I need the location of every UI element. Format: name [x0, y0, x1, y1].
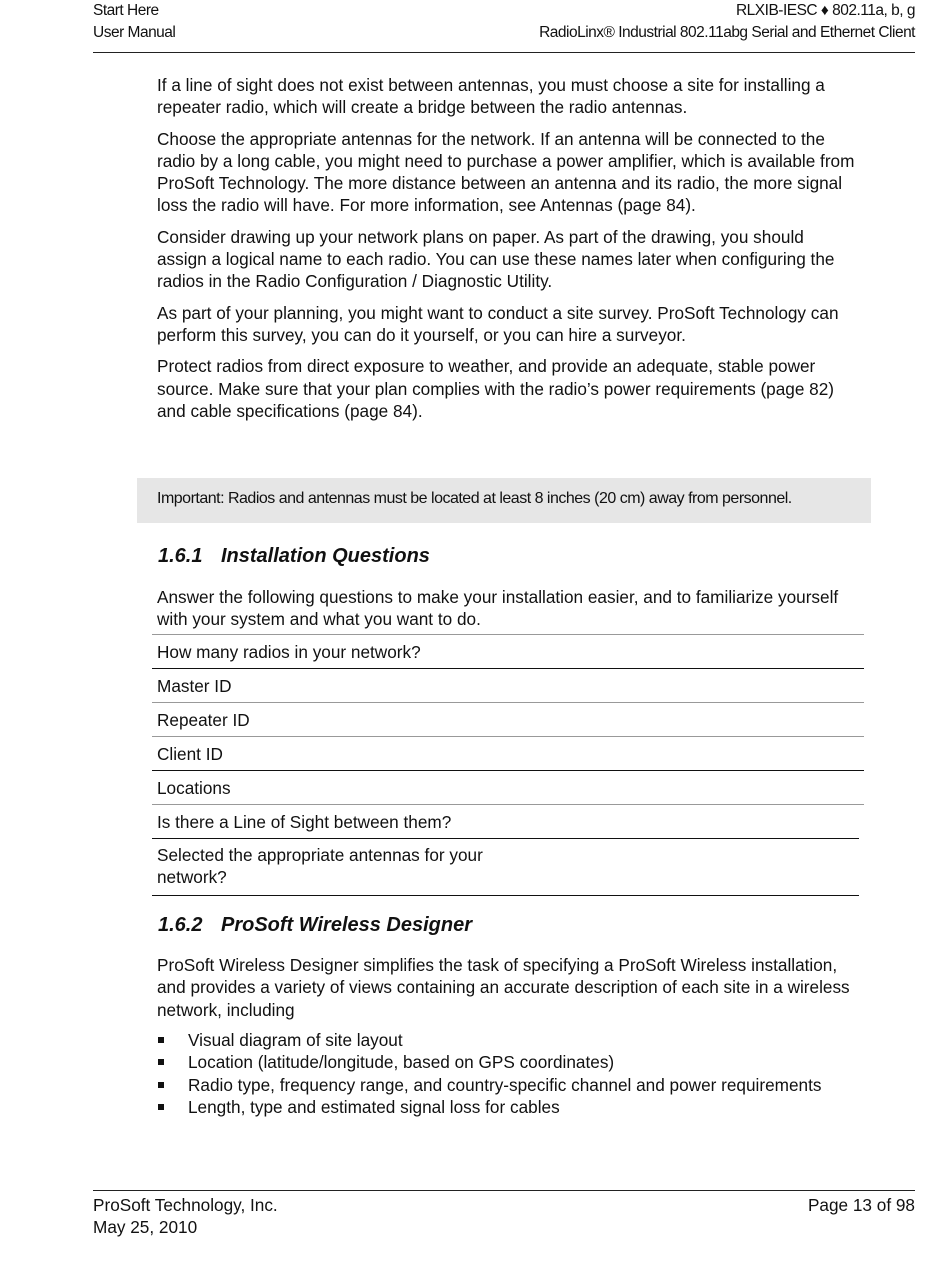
- table-row: Client ID: [152, 736, 864, 770]
- header-doc-type: User Manual: [93, 24, 176, 41]
- paragraph: Choose the appropriate antennas for the network. If an antenna will be connected to the radio by a long cable, you might need to purchase a power amplifier, which is available from ProSoft Technology. The more distance between an antenna and its radio, the more signal loss the radio will have. For more information, see Antennas (page 84).: [157, 128, 855, 216]
- page-footer: [93, 1190, 915, 1238]
- paragraph: As part of your planning, you might want to conduct a site survey. ProSoft Technology can perform this survey, you can do it yourself, or you can hire a surveyor.: [157, 302, 839, 345]
- header-left: [93, 0, 175, 44]
- installation-questions-table: [152, 634, 864, 896]
- section-heading-installation-questions: [158, 545, 430, 568]
- intro-section: [157, 74, 857, 431]
- header-section-label: Start Here: [93, 2, 159, 19]
- section-title: Installation Questions: [221, 545, 430, 567]
- footer-company: ProSoft Technology, Inc.: [93, 1195, 278, 1215]
- section-heading-wireless-designer: [158, 914, 472, 937]
- list-item: Length, type and estimated signal loss for cables: [157, 1096, 857, 1118]
- paragraph: Consider drawing up your network plans on paper. As part of the drawing, you should assign a logical name to each radio. You can use these names later when configuring the radios in the Radio Configuration / Diagnostic Utility.: [157, 226, 835, 292]
- important-note-box: [137, 478, 871, 523]
- page-header: [93, 0, 915, 53]
- table-row: Is there a Line of Sight between them?: [152, 804, 864, 838]
- table-row: Repeater ID: [152, 702, 864, 736]
- footer-left: [93, 1194, 278, 1239]
- list-item: Visual diagram of site layout: [157, 1029, 857, 1051]
- table-row: Master ID: [152, 668, 864, 702]
- paragraph: If a line of sight does not exist between antennas, you must choose a site for installing a repeater radio, which will create a bridge between the radio antennas.: [157, 75, 825, 118]
- designer-intro: ProSoft Wireless Designer simplifies the task of specifying a ProSoft Wireless installation, and provides a variety of views containing an accurate description of each site in a wireless network, including: [157, 955, 850, 1020]
- table-row: Selected the appropriate antennas for your network?: [152, 838, 859, 896]
- installation-intro: Answer the following questions to make your installation easier, and to familiarize yourself with your system and what you want to do.: [157, 587, 839, 630]
- list-item: Location (latitude/longitude, based on GPS coordinates): [157, 1051, 857, 1073]
- header-product-code: RLXIB-IESC ♦ 802.11a, b, g: [735, 2, 915, 19]
- list-item: Radio type, frequency range, and country-specific channel and power requirements: [157, 1074, 857, 1096]
- header-product-name: RadioLinx® Industrial 802.11abg Serial and Ethernet Client: [539, 24, 915, 41]
- section-number: 1.6.2: [158, 914, 203, 936]
- footer-date: May 25, 2010: [93, 1217, 198, 1238]
- table-row: Locations: [152, 770, 864, 804]
- section-title: ProSoft Wireless Designer: [221, 914, 473, 936]
- paragraph: Protect radios from direct exposure to weather, and provide an adequate, stable power source. Make sure that your plan complies with the radio’s power requirements (page 82) and cable specifications (page 84).: [157, 356, 835, 421]
- section-number: 1.6.1: [158, 545, 203, 567]
- header-right: [539, 0, 915, 44]
- footer-page-number: Page 13 of 98: [807, 1195, 915, 1215]
- designer-features-list: [157, 1029, 857, 1118]
- important-note-text: Important: Radios and antennas must be located at least 8 inches (20 cm) away from personnel.: [157, 490, 792, 507]
- table-row: How many radios in your network?: [152, 634, 864, 668]
